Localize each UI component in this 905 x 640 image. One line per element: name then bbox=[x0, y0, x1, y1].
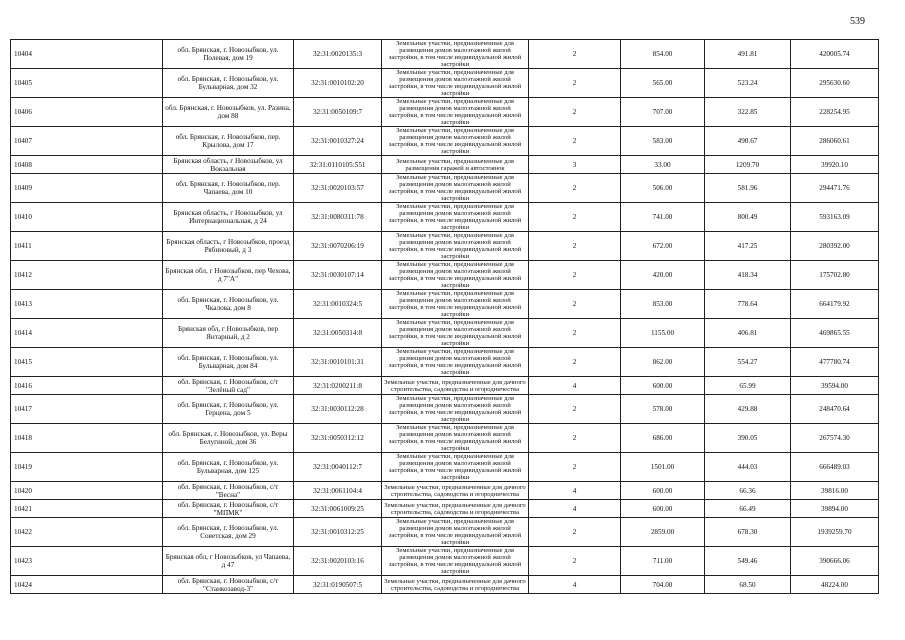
cadastral-number-cell: 32:31:0061104:4 bbox=[294, 482, 382, 500]
cadastral-value-cell: 228254.95 bbox=[791, 98, 879, 127]
row-id-cell: 10418 bbox=[11, 424, 163, 453]
row-id-cell: 10411 bbox=[11, 232, 163, 261]
land-use-cell: Земельные участки, предназначенные для размещения домов малоэтажной жилой застройки, в том числе индивидуальной жилой застройки bbox=[382, 203, 529, 232]
area-cell: 565.00 bbox=[621, 69, 705, 98]
address-cell: Брянская обл, г Новозыбков, ул Чапаева, д 47 bbox=[163, 547, 294, 576]
rate-cell: 418.34 bbox=[705, 261, 791, 290]
cadastral-value-cell: 267574.30 bbox=[791, 424, 879, 453]
address-cell: обл. Брянская, г. Новозыбков, ул. Советская, дом 29 bbox=[163, 518, 294, 547]
cadastral-number-cell: 32:31:0070206:19 bbox=[294, 232, 382, 261]
group-cell: 4 bbox=[529, 482, 621, 500]
group-cell: 2 bbox=[529, 40, 621, 69]
table-row bbox=[11, 348, 879, 377]
area-cell: 600.00 bbox=[621, 500, 705, 518]
area-cell: 578.00 bbox=[621, 395, 705, 424]
address-cell: обл. Брянская, г. Новозыбков, ул. Бульварная, дом 32 bbox=[163, 69, 294, 98]
land-use-cell: Земельные участки, предназначенные для размещения домов малоэтажной жилой застройки, в том числе индивидуальной жилой застройки bbox=[382, 290, 529, 319]
group-cell: 4 bbox=[529, 377, 621, 395]
address-cell: обл. Брянская, г. Новозыбков, ул. Полевая, дом 19 bbox=[163, 40, 294, 69]
address-cell: Брянская область, г Новозыбков, ул Интернациональная, д 24 bbox=[163, 203, 294, 232]
rate-cell: 800.49 bbox=[705, 203, 791, 232]
group-cell: 2 bbox=[529, 98, 621, 127]
row-id-cell: 10416 bbox=[11, 377, 163, 395]
table-row bbox=[11, 377, 879, 395]
cadastral-value-cell: 39894.00 bbox=[791, 500, 879, 518]
land-use-cell: Земельные участки, предназначенные для размещения домов малоэтажной жилой застройки, в том числе индивидуальной жилой застройки bbox=[382, 424, 529, 453]
rate-cell: 406.81 bbox=[705, 319, 791, 348]
table-row bbox=[11, 40, 879, 69]
cadastral-value-cell: 664179.92 bbox=[791, 290, 879, 319]
cadastral-value-cell: 294471.76 bbox=[791, 174, 879, 203]
table-row bbox=[11, 518, 879, 547]
table-row bbox=[11, 547, 879, 576]
table-row bbox=[11, 203, 879, 232]
address-cell: Брянская область, г Новозыбков, проезд Рябиновый, д 3 bbox=[163, 232, 294, 261]
cadastral-number-cell: 32:31:0030107:14 bbox=[294, 261, 382, 290]
land-use-cell: Земельные участки, предназначенные для размещения домов малоэтажной жилой застройки, в том числе индивидуальной жилой застройки bbox=[382, 127, 529, 156]
area-cell: 506.00 bbox=[621, 174, 705, 203]
address-cell: обл. Брянская, г. Новозыбков, ул. Бульварная, дом 125 bbox=[163, 453, 294, 482]
row-id-cell: 10407 bbox=[11, 127, 163, 156]
cadastral-value-cell: 295630.60 bbox=[791, 69, 879, 98]
cadastral-value-cell: 390666.06 bbox=[791, 547, 879, 576]
row-id-cell: 10408 bbox=[11, 156, 163, 174]
cadastral-value-cell: 39920.10 bbox=[791, 156, 879, 174]
cadastral-number-cell: 32:31:0061009:25 bbox=[294, 500, 382, 518]
address-cell: обл. Брянская, г. Новозыбков, ул. Чкалова, дом 8 bbox=[163, 290, 294, 319]
area-cell: 33.00 bbox=[621, 156, 705, 174]
land-use-cell: Земельные участки, предназначенные для размещения домов малоэтажной жилой застройки, в том числе индивидуальной жилой застройки bbox=[382, 518, 529, 547]
table-row bbox=[11, 482, 879, 500]
group-cell: 2 bbox=[529, 395, 621, 424]
group-cell: 2 bbox=[529, 69, 621, 98]
address-cell: обл. Брянская, г. Новозыбков, с/т "МПМК" bbox=[163, 500, 294, 518]
cadastral-value-cell: 420005.74 bbox=[791, 40, 879, 69]
area-cell: 1155.00 bbox=[621, 319, 705, 348]
address-cell: обл. Брянская, г. Новозыбков, ул. Веры Белугиной, дом 36 bbox=[163, 424, 294, 453]
row-id-cell: 10422 bbox=[11, 518, 163, 547]
rate-cell: 490.67 bbox=[705, 127, 791, 156]
rate-cell: 322.85 bbox=[705, 98, 791, 127]
rate-cell: 390.05 bbox=[705, 424, 791, 453]
land-use-cell: Земельные участки, предназначенные для размещения гаражей и автостоянок bbox=[382, 156, 529, 174]
rate-cell: 68.50 bbox=[705, 576, 791, 594]
table-row bbox=[11, 98, 879, 127]
address-cell: Брянская обл, г Новозыбков, пер Янтарный, д 2 bbox=[163, 319, 294, 348]
area-cell: 707.00 bbox=[621, 98, 705, 127]
land-use-cell: Земельные участки, предназначенные для размещения домов малоэтажной жилой застройки, в том числе индивидуальной жилой застройки bbox=[382, 40, 529, 69]
cadastral-value-cell: 175702.80 bbox=[791, 261, 879, 290]
address-cell: обл. Брянская, г. Новозыбков, ул. Разина, дом 88 bbox=[163, 98, 294, 127]
row-id-cell: 10423 bbox=[11, 547, 163, 576]
cadastral-number-cell: 32:31:0040112:7 bbox=[294, 453, 382, 482]
rate-cell: 1209.70 bbox=[705, 156, 791, 174]
cadastral-number-cell: 32:31:0030112:28 bbox=[294, 395, 382, 424]
address-cell: Брянская область, г Новозыбков, ул Вокзальная bbox=[163, 156, 294, 174]
cadastral-value-cell: 477780.74 bbox=[791, 348, 879, 377]
area-cell: 686.00 bbox=[621, 424, 705, 453]
table-row bbox=[11, 395, 879, 424]
rate-cell: 491.81 bbox=[705, 40, 791, 69]
cadastral-number-cell: 32:31:0050109:7 bbox=[294, 98, 382, 127]
table-row bbox=[11, 319, 879, 348]
area-cell: 1501.00 bbox=[621, 453, 705, 482]
rate-cell: 778.64 bbox=[705, 290, 791, 319]
group-cell: 2 bbox=[529, 127, 621, 156]
address-cell: обл. Брянская, г. Новозыбков, с/т "Станкозавод-3" bbox=[163, 576, 294, 594]
group-cell: 2 bbox=[529, 174, 621, 203]
cadastral-value-cell: 48224.00 bbox=[791, 576, 879, 594]
cadastral-value-cell: 666489.03 bbox=[791, 453, 879, 482]
row-id-cell: 10413 bbox=[11, 290, 163, 319]
group-cell: 3 bbox=[529, 156, 621, 174]
table-row bbox=[11, 290, 879, 319]
table-row bbox=[11, 232, 879, 261]
land-use-cell: Земельные участки, предназначенные для размещения домов малоэтажной жилой застройки, в том числе индивидуальной жилой застройки bbox=[382, 348, 529, 377]
cadastral-number-cell: 32:31:0080311:78 bbox=[294, 203, 382, 232]
land-use-cell: Земельные участки, предназначенные для размещения домов малоэтажной жилой застройки, в том числе индивидуальной жилой застройки bbox=[382, 232, 529, 261]
cadastral-number-cell: 32:31:0010327:24 bbox=[294, 127, 382, 156]
group-cell: 2 bbox=[529, 453, 621, 482]
table-body bbox=[11, 40, 879, 594]
row-id-cell: 10406 bbox=[11, 98, 163, 127]
rate-cell: 678.30 bbox=[705, 518, 791, 547]
area-cell: 741.00 bbox=[621, 203, 705, 232]
table-row bbox=[11, 174, 879, 203]
rate-cell: 66.36 bbox=[705, 482, 791, 500]
cadastral-value-cell: 248470.64 bbox=[791, 395, 879, 424]
area-cell: 672.00 bbox=[621, 232, 705, 261]
group-cell: 2 bbox=[529, 319, 621, 348]
land-use-cell: Земельные участки, предназначенные для размещения домов малоэтажной жилой застройки, в том числе индивидуальной жилой застройки bbox=[382, 261, 529, 290]
rate-cell: 66.49 bbox=[705, 500, 791, 518]
group-cell: 2 bbox=[529, 518, 621, 547]
rate-cell: 417.25 bbox=[705, 232, 791, 261]
cadastral-value-cell: 39594.00 bbox=[791, 377, 879, 395]
cadastral-number-cell: 32:31:0010312:25 bbox=[294, 518, 382, 547]
rate-cell: 429.88 bbox=[705, 395, 791, 424]
rate-cell: 554.27 bbox=[705, 348, 791, 377]
group-cell: 2 bbox=[529, 232, 621, 261]
table-row bbox=[11, 424, 879, 453]
land-use-cell: Земельные участки, предназначенные для размещения домов малоэтажной жилой застройки, в том числе индивидуальной жилой застройки bbox=[382, 395, 529, 424]
rate-cell: 523.24 bbox=[705, 69, 791, 98]
row-id-cell: 10415 bbox=[11, 348, 163, 377]
address-cell: обл. Брянская, г. Новозыбков, с/т "Зелёный сад" bbox=[163, 377, 294, 395]
row-id-cell: 10419 bbox=[11, 453, 163, 482]
land-use-cell: Земельные участки, предназначенные для размещения домов малоэтажной жилой застройки, в том числе индивидуальной жилой застройки bbox=[382, 453, 529, 482]
area-cell: 854.00 bbox=[621, 40, 705, 69]
group-cell: 2 bbox=[529, 547, 621, 576]
cadastral-value-cell: 593163.09 bbox=[791, 203, 879, 232]
cadastral-value-cell: 39816.00 bbox=[791, 482, 879, 500]
cadastral-number-cell: 32:31:0050312:12 bbox=[294, 424, 382, 453]
land-use-cell: Земельные участки, предназначенные для размещения домов малоэтажной жилой застройки, в том числе индивидуальной жилой застройки bbox=[382, 547, 529, 576]
cadastral-value-cell: 469865.55 bbox=[791, 319, 879, 348]
rate-cell: 549.46 bbox=[705, 547, 791, 576]
table-row bbox=[11, 500, 879, 518]
table-row bbox=[11, 156, 879, 174]
group-cell: 4 bbox=[529, 576, 621, 594]
cadastral-value-cell: 1939259.70 bbox=[791, 518, 879, 547]
row-id-cell: 10424 bbox=[11, 576, 163, 594]
cadastral-value-cell: 280392.00 bbox=[791, 232, 879, 261]
row-id-cell: 10412 bbox=[11, 261, 163, 290]
rate-cell: 581.96 bbox=[705, 174, 791, 203]
land-use-cell: Земельные участки, предназначенные для дачного строительства, садоводства и огородничества bbox=[382, 482, 529, 500]
land-use-cell: Земельные участки, предназначенные для дачного строительства, садоводства и огородничества bbox=[382, 576, 529, 594]
area-cell: 420.00 bbox=[621, 261, 705, 290]
table-row bbox=[11, 576, 879, 594]
group-cell: 2 bbox=[529, 424, 621, 453]
address-cell: обл. Брянская, г. Новозыбков, пер. Чапаева, дом 10 bbox=[163, 174, 294, 203]
area-cell: 862.00 bbox=[621, 348, 705, 377]
group-cell: 4 bbox=[529, 500, 621, 518]
address-cell: обл. Брянская, г. Новозыбков, с/т "Весна" bbox=[163, 482, 294, 500]
cadastral-number-cell: 32:31:0010101:31 bbox=[294, 348, 382, 377]
cadastral-number-cell: 32:31:0010324:5 bbox=[294, 290, 382, 319]
table-row bbox=[11, 127, 879, 156]
cadastral-number-cell: 32:31:0050314:8 bbox=[294, 319, 382, 348]
cadastral-number-cell: 32:31:0110105:551 bbox=[294, 156, 382, 174]
address-cell: обл. Брянская, г. Новозыбков, ул. Бульварная, дом 84 bbox=[163, 348, 294, 377]
rate-cell: 444.03 bbox=[705, 453, 791, 482]
row-id-cell: 10414 bbox=[11, 319, 163, 348]
cadastral-number-cell: 32:31:0190507:5 bbox=[294, 576, 382, 594]
group-cell: 2 bbox=[529, 348, 621, 377]
group-cell: 2 bbox=[529, 290, 621, 319]
land-use-cell: Земельные участки, предназначенные для дачного строительства, садоводства и огородничества bbox=[382, 500, 529, 518]
land-use-cell: Земельные участки, предназначенные для размещения домов малоэтажной жилой застройки, в том числе индивидуальной жилой застройки bbox=[382, 98, 529, 127]
table-row bbox=[11, 261, 879, 290]
address-cell: обл. Брянская, г. Новозыбков, ул. Герцена, дом 5 bbox=[163, 395, 294, 424]
row-id-cell: 10410 bbox=[11, 203, 163, 232]
cadastral-value-cell: 286060.61 bbox=[791, 127, 879, 156]
cadastral-number-cell: 32:31:0200211:8 bbox=[294, 377, 382, 395]
row-id-cell: 10420 bbox=[11, 482, 163, 500]
cadastral-number-cell: 32:31:0010102:20 bbox=[294, 69, 382, 98]
area-cell: 711.00 bbox=[621, 547, 705, 576]
area-cell: 600.00 bbox=[621, 377, 705, 395]
area-cell: 583.00 bbox=[621, 127, 705, 156]
row-id-cell: 10405 bbox=[11, 69, 163, 98]
address-cell: обл. Брянская, г. Новозыбков, пер. Крылова, дом 17 bbox=[163, 127, 294, 156]
page-number: 539 bbox=[850, 16, 865, 27]
area-cell: 704.00 bbox=[621, 576, 705, 594]
row-id-cell: 10421 bbox=[11, 500, 163, 518]
address-cell: Брянская обл, г Новозыбков, пер Чехова, д 7"А" bbox=[163, 261, 294, 290]
table-row bbox=[11, 69, 879, 98]
area-cell: 2859.00 bbox=[621, 518, 705, 547]
rate-cell: 65.99 bbox=[705, 377, 791, 395]
table-row bbox=[11, 453, 879, 482]
cadastral-number-cell: 32:31:0020103:16 bbox=[294, 547, 382, 576]
area-cell: 853.00 bbox=[621, 290, 705, 319]
land-register-table bbox=[10, 39, 879, 594]
row-id-cell: 10409 bbox=[11, 174, 163, 203]
land-use-cell: Земельные участки, предназначенные для размещения домов малоэтажной жилой застройки, в том числе индивидуальной жилой застройки bbox=[382, 69, 529, 98]
land-use-cell: Земельные участки, предназначенные для размещения домов малоэтажной жилой застройки, в том числе индивидуальной жилой застройки bbox=[382, 174, 529, 203]
land-use-cell: Земельные участки, предназначенные для размещения домов малоэтажной жилой застройки, в том числе индивидуальной жилой застройки bbox=[382, 319, 529, 348]
group-cell: 2 bbox=[529, 261, 621, 290]
cadastral-number-cell: 32:31:0020103:57 bbox=[294, 174, 382, 203]
group-cell: 2 bbox=[529, 203, 621, 232]
row-id-cell: 10417 bbox=[11, 395, 163, 424]
area-cell: 600.00 bbox=[621, 482, 705, 500]
cadastral-number-cell: 32:31:0020135:3 bbox=[294, 40, 382, 69]
row-id-cell: 10404 bbox=[11, 40, 163, 69]
land-use-cell: Земельные участки, предназначенные для дачного строительства, садоводства и огородничества bbox=[382, 377, 529, 395]
